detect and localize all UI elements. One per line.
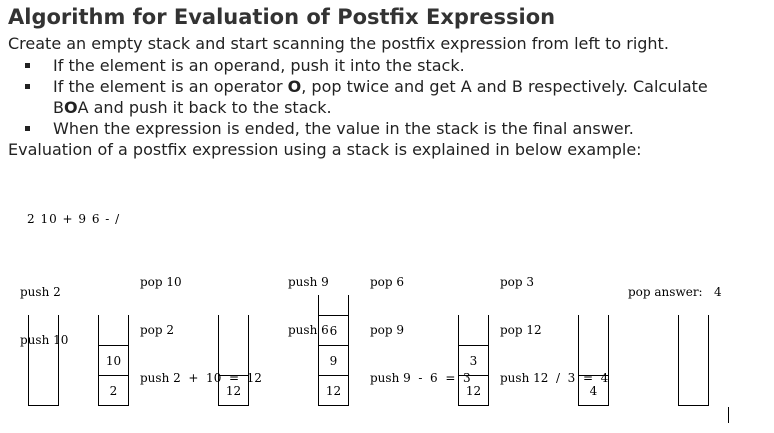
label-line: pop 6 [370, 275, 405, 289]
label-line: push 9 [288, 275, 329, 289]
operator-symbol: O [63, 98, 78, 117]
step-item: If the element is an operand, push it into the stack. [0, 55, 774, 76]
label-line: pop 12 [500, 323, 542, 337]
label-line: pop 2 [140, 323, 175, 337]
operator-symbol: O [287, 77, 302, 96]
stack-empty [28, 315, 59, 406]
step-item: When the expression is ended, the value in the stack is the final answer. [0, 118, 774, 139]
stack-step-3 [318, 295, 349, 406]
stack-cell: 10 [99, 345, 128, 375]
label-line: pop answer: 4 [628, 285, 722, 299]
stack-cell: 12 [459, 375, 488, 405]
label-line: push 2 [20, 285, 61, 299]
label-line: pop 3 [500, 275, 535, 289]
step-text: , pop twice and get A and B respectively. Calculate [301, 77, 708, 96]
stack-cell: 3 [459, 345, 488, 375]
label-line: push 9 - 6 = 3 [370, 371, 471, 385]
stack-final-empty [678, 315, 709, 406]
stack-step-4 [458, 315, 489, 406]
stack-cell: 12 [319, 375, 348, 405]
page-title: Algorithm for Evaluation of Postfix Expression [8, 5, 556, 29]
step-label-4 [370, 242, 471, 418]
step-text: A and push it back to the stack. [77, 98, 332, 117]
label-line: push 6 [288, 323, 329, 337]
stack-cell: 4 [579, 375, 608, 405]
stack-step-1 [98, 315, 129, 406]
stack-step-5 [578, 315, 609, 406]
label-line: push 10 [20, 333, 69, 347]
label-line: pop 10 [140, 275, 182, 289]
stack-step-2 [218, 315, 249, 406]
label-line: push 2 + 10 = 12 [140, 371, 262, 385]
stack-cell: 12 [219, 375, 248, 405]
stack-cell: 2 [99, 375, 128, 405]
example-intro: Evaluation of a postfix expression using a stack is explained in below example: [8, 140, 642, 159]
intro-text: Create an empty stack and start scanning the postfix expression from left to right. [8, 34, 669, 53]
label-line: push 12 / 3 = 4 [500, 371, 609, 385]
step-text: B [53, 98, 64, 117]
postfix-expression: 2 10 + 9 6 - / [27, 212, 121, 226]
text-cursor [728, 407, 729, 423]
step-text: If the element is an operator [53, 77, 288, 96]
stack-cell: 6 [319, 315, 348, 345]
label-line: pop 9 [370, 323, 405, 337]
stack-cell: 9 [319, 345, 348, 375]
